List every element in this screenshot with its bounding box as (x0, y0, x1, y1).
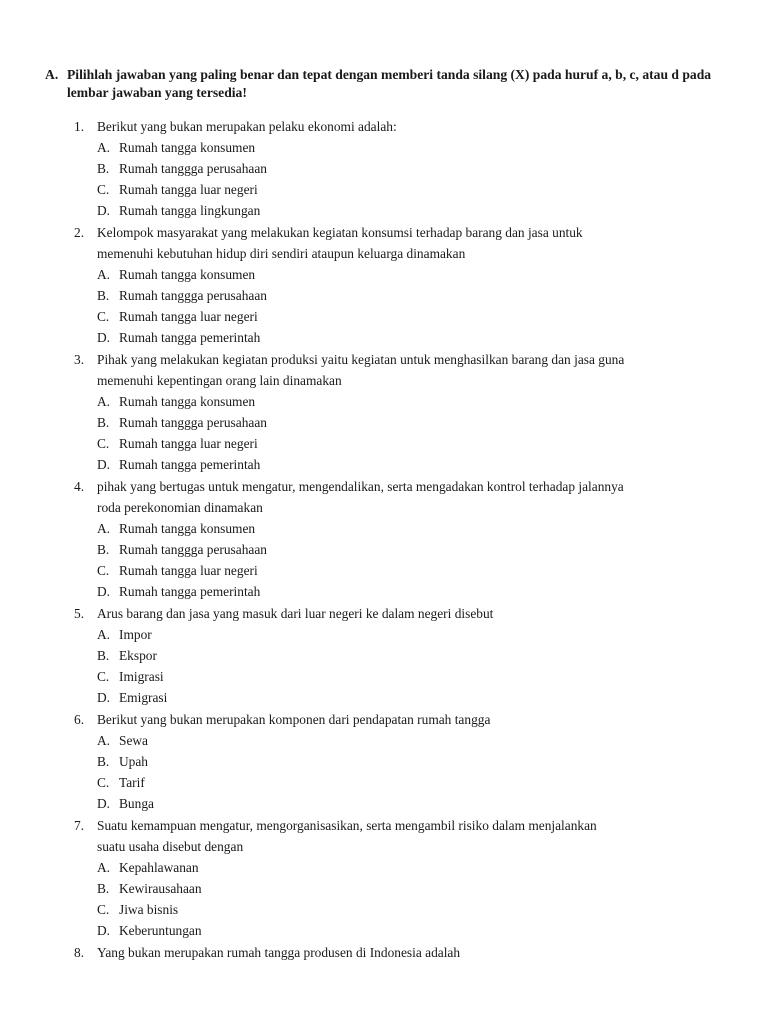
answer-option (97, 285, 267, 306)
answer-option (97, 158, 267, 179)
answer-option (97, 793, 154, 814)
option-letter: C. (97, 182, 110, 197)
answer-option (97, 200, 260, 221)
option-letter: D. (97, 690, 111, 705)
option-letter: A. (97, 860, 111, 875)
question-stem-line: memenuhi kebutuhan hidup diri sendiri ataupun keluarga dinamakan (97, 246, 466, 261)
instruction-line: Pilihlah jawaban yang paling benar dan tepat dengan memberi tanda silang (X) pada huruf a, b, c, atau d pada (67, 67, 712, 82)
question-stem-line: memenuhi kepentingan orang lain dinamakan (97, 373, 342, 388)
question-number: 5. (74, 606, 85, 621)
answer-option (97, 306, 258, 327)
option-letter: C. (97, 902, 110, 917)
answer-option (97, 412, 267, 433)
answer-option (97, 581, 260, 602)
question-stem (97, 942, 697, 963)
option-letter: B. (97, 288, 110, 303)
option-letter: D. (97, 584, 111, 599)
option-letter: D. (97, 457, 111, 472)
question-number: 6. (74, 712, 85, 727)
question-stem (97, 349, 697, 391)
option-text: Tarif (119, 775, 145, 790)
answer-option (97, 624, 152, 645)
option-letter: A. (97, 627, 111, 642)
answer-option (97, 772, 145, 793)
option-text: Rumah tanggga perusahaan (119, 288, 267, 303)
answer-option (97, 518, 255, 539)
instruction-line: lembar jawaban yang tersedia! (67, 85, 247, 100)
question-number: 7. (74, 818, 85, 833)
option-text: Bunga (119, 796, 154, 811)
question-number: 8. (74, 945, 85, 960)
question-stem-line: Berikut yang bukan merupakan komponen dari pendapatan rumah tangga (97, 712, 491, 727)
option-text: Imigrasi (119, 669, 164, 684)
option-text: Rumah tangga luar negeri (119, 309, 258, 324)
answer-option (97, 645, 157, 666)
option-letter: A. (97, 394, 111, 409)
section-letter: A. (45, 67, 59, 82)
question-stem-line: Kelompok masyarakat yang melakukan kegiatan konsumsi terhadap barang dan jasa untuk (97, 225, 583, 240)
option-text: Rumah tanggga perusahaan (119, 161, 267, 176)
option-letter: D. (97, 203, 111, 218)
question-stem-line: Yang bukan merupakan rumah tangga produsen di Indonesia adalah (97, 945, 461, 960)
question-stem-line: roda perekonomian dinamakan (97, 500, 263, 515)
answer-option (97, 899, 178, 920)
answer-option (97, 179, 258, 200)
answer-option (97, 433, 258, 454)
question-stem-line: pihak yang bertugas untuk mengatur, mengendalikan, serta mengadakan kontrol terhadap jalannya (97, 479, 624, 494)
option-letter: B. (97, 415, 110, 430)
answer-option (97, 920, 202, 941)
answer-option (97, 857, 199, 878)
option-text: Rumah tangga luar negeri (119, 436, 258, 451)
answer-option (97, 687, 167, 708)
option-letter: B. (97, 881, 110, 896)
answer-option (97, 137, 255, 158)
answer-option (97, 751, 148, 772)
question-stem-line: Suatu kemampuan mengatur, mengorganisasikan, serta mengambil risiko dalam menjalankan (97, 818, 597, 833)
answer-option (97, 560, 258, 581)
question-number: 2. (74, 225, 85, 240)
option-text: Sewa (119, 733, 149, 748)
option-letter: B. (97, 542, 110, 557)
option-letter: C. (97, 309, 110, 324)
question-stem-line: Arus barang dan jasa yang masuk dari luar negeri ke dalam negeri disebut (97, 606, 494, 621)
question-number: 4. (74, 479, 85, 494)
option-text: Ekspor (119, 648, 157, 663)
option-text: Rumah tangga pemerintah (119, 330, 261, 345)
option-text: Impor (119, 627, 152, 642)
answer-option (97, 539, 267, 560)
answer-option (97, 878, 202, 899)
option-letter: C. (97, 563, 110, 578)
option-text: Rumah tangga pemerintah (119, 457, 261, 472)
question-stem (97, 709, 697, 730)
option-letter: B. (97, 161, 110, 176)
option-letter: B. (97, 648, 110, 663)
question-stem-line: suatu usaha disebut dengan (97, 839, 244, 854)
option-letter: B. (97, 754, 110, 769)
option-text: Emigrasi (119, 690, 168, 705)
option-text: Rumah tangga konsumen (119, 267, 256, 282)
question-stem (97, 476, 697, 518)
question-stem (97, 815, 697, 857)
option-text: Rumah tangga luar negeri (119, 563, 258, 578)
option-text: Keberuntungan (119, 923, 202, 938)
option-text: Kepahlawanan (119, 860, 199, 875)
option-letter: A. (97, 733, 111, 748)
option-letter: D. (97, 796, 111, 811)
question-stem-line: Pihak yang melakukan kegiatan produksi yaitu kegiatan untuk menghasilkan barang dan jasa guna (97, 352, 625, 367)
question-stem-line: Berikut yang bukan merupakan pelaku ekonomi adalah: (97, 119, 397, 134)
option-text: Rumah tangga pemerintah (119, 584, 261, 599)
answer-option (97, 391, 255, 412)
answer-option (97, 730, 148, 751)
option-text: Rumah tangga lingkungan (119, 203, 261, 218)
answer-option (97, 264, 255, 285)
answer-option (97, 327, 260, 348)
option-text: Jiwa bisnis (119, 902, 179, 917)
option-letter: A. (97, 140, 111, 155)
option-letter: D. (97, 923, 111, 938)
option-letter: D. (97, 330, 111, 345)
option-text: Kewirausahaan (119, 881, 202, 896)
answer-option (97, 454, 260, 475)
question-stem (97, 222, 697, 264)
option-letter: C. (97, 775, 110, 790)
option-letter: A. (97, 521, 111, 536)
option-letter: A. (97, 267, 111, 282)
option-text: Rumah tangga konsumen (119, 521, 256, 536)
option-text: Upah (119, 754, 149, 769)
option-text: Rumah tangga konsumen (119, 394, 256, 409)
question-stem (97, 603, 697, 624)
option-text: Rumah tangga konsumen (119, 140, 256, 155)
question-number: 1. (74, 119, 85, 134)
answer-option (97, 666, 164, 687)
option-letter: C. (97, 436, 110, 451)
section-instruction (67, 66, 737, 102)
option-text: Rumah tanggga perusahaan (119, 542, 267, 557)
option-text: Rumah tangga luar negeri (119, 182, 258, 197)
option-letter: C. (97, 669, 110, 684)
question-number: 3. (74, 352, 85, 367)
question-stem (97, 116, 697, 137)
option-text: Rumah tanggga perusahaan (119, 415, 267, 430)
